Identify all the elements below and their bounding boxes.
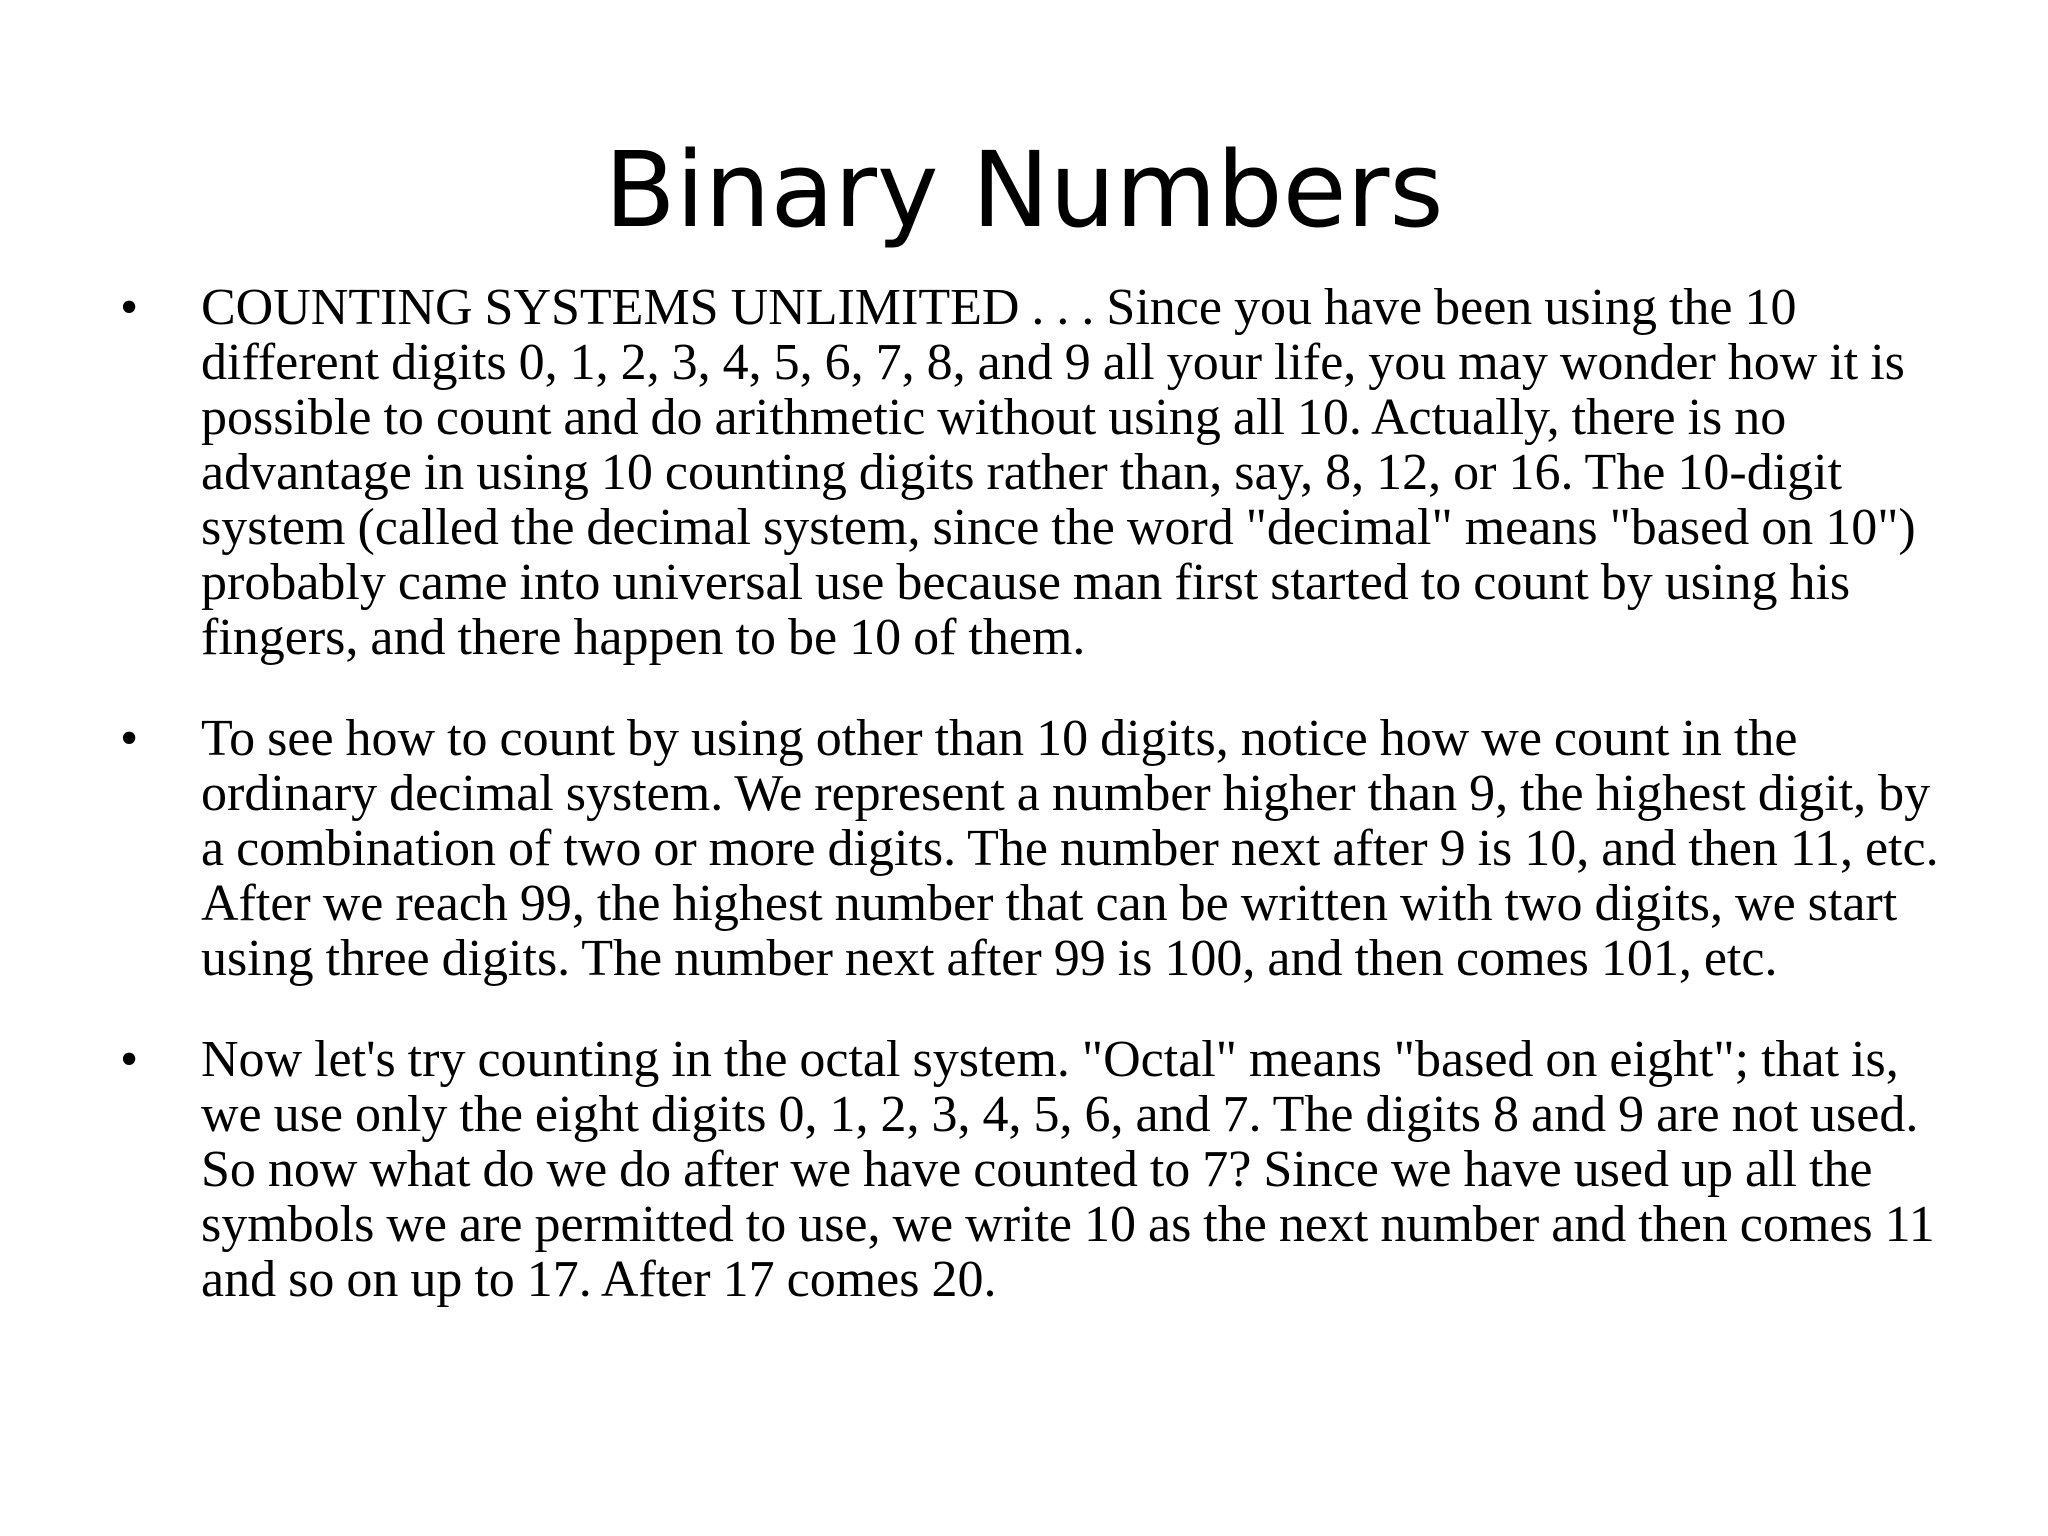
bullet-text: COUNTING SYSTEMS UNLIMITED . . . Since you have been using the 10 different digits 0, 1, 2, 3, 4, 5, 6, 7, 8, and 9 all your life, you may wonder how it is possible to count and do arithmetic without using all 10. Actually, there is no advantage in using 10 counting digits rather than, say, 8, 12, or 16. The 10-digit system (called the decimal system, since the word "decimal" means "based on 10") probably came into universal use because man first started to count by using his fingers, and there happen to be 10 of them.: [201, 279, 1916, 666]
bullet-text: To see how to count by using other than 10 digits, notice how we count in the ordinary decimal system. We represent a number higher than 9, the highest digit, by a combination of two or more digits. The number next after 9 is 10, and then 11, etc. After we reach 99, the highest number that can be written with two digits, we start using three digits. The number next after 99 is 100, and then comes 101, etc.: [201, 710, 1939, 987]
bullet-item: [0, 1032, 2048, 1307]
bullet-item: [0, 711, 2048, 986]
bullet-icon: •: [120, 710, 139, 767]
bullet-icon: •: [120, 1031, 139, 1088]
bullet-list: [0, 280, 2048, 1353]
bullet-icon: •: [120, 279, 139, 336]
slide-title: Binary Numbers: [604, 129, 1444, 251]
bullet-text: Now let's try counting in the octal system. "Octal" means "based on eight"; that is, we use only the eight digits 0, 1, 2, 3, 4, 5, 6, and 7. The digits 8 and 9 are not used. So now what do we do after we have counted to 7? Since we have used up all the symbols we are permitted to use, we write 10 as the next number and then comes 11 and so on up to 17. After 17 comes 20.: [201, 1031, 1935, 1308]
bullet-item: [0, 280, 2048, 665]
